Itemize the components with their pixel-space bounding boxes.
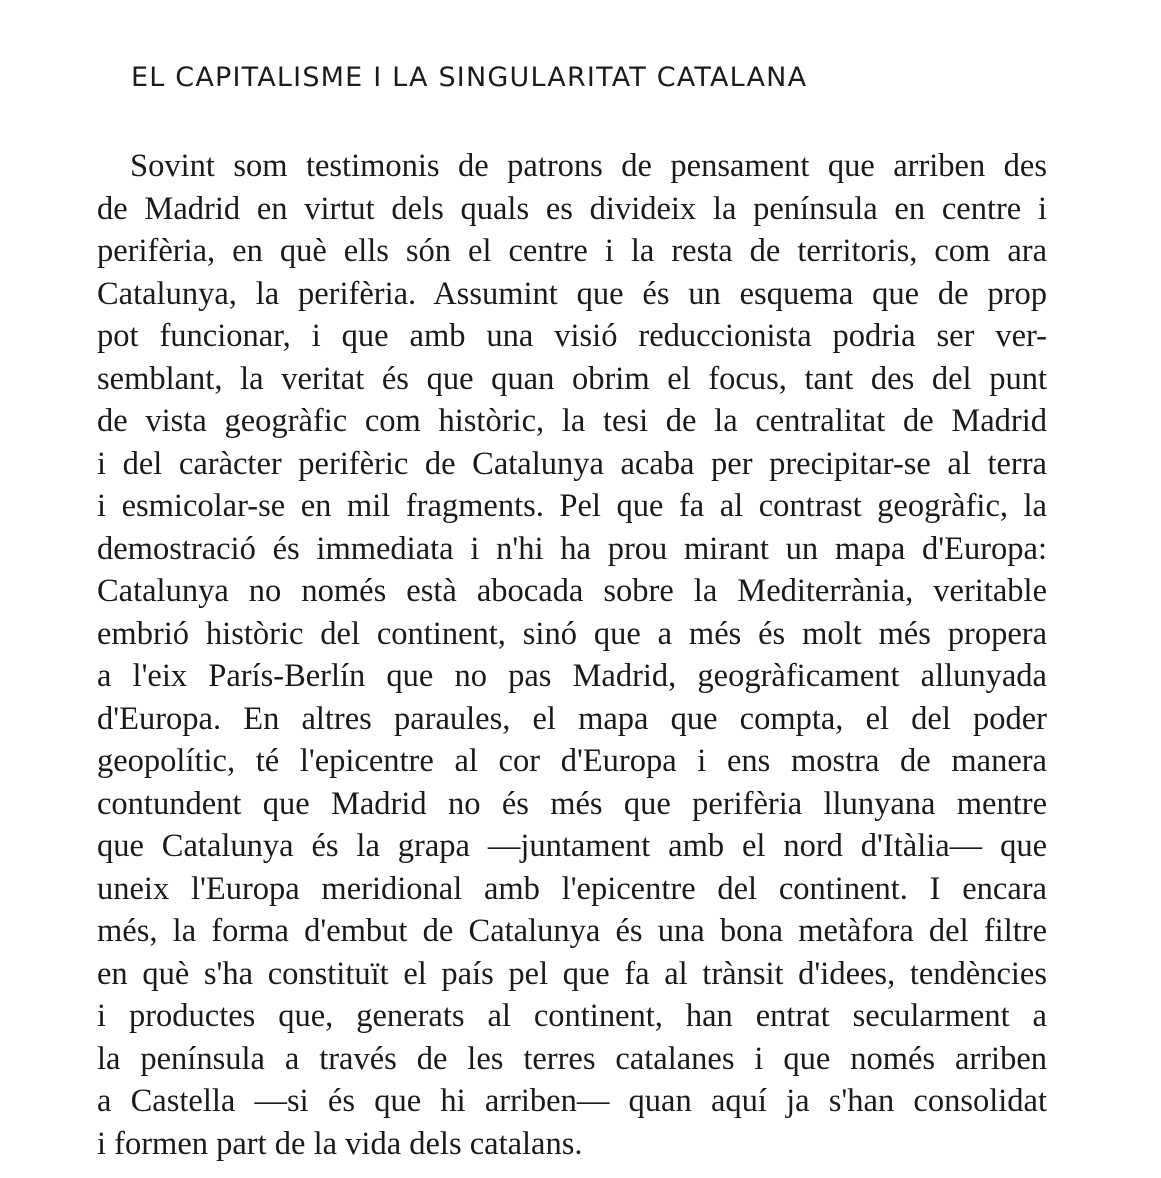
text-line: demostració és immediata i n'hi ha prou mirant un mapa d'Europa: (97, 530, 1047, 567)
text-line: semblant, la veritat és que quan obrim el focus, tant des del punt (97, 360, 1047, 397)
body-paragraph (97, 145, 1047, 1165)
text-line: embrió històric del continent, sinó que a més és molt més propera (97, 615, 1047, 652)
text-line: contundent que Madrid no és més que perifèria llunyana mentre (97, 785, 1047, 822)
text-line: pot funcionar, i que amb una visió reduccionista podria ser ver- (97, 318, 1047, 354)
running-head-title: EL CAPITALISME I LA SINGULARITAT CATALANA (131, 62, 808, 93)
text-line: que Catalunya és la grapa —juntament amb el nord d'Itàlia— que (97, 828, 1047, 864)
text-line: en què s'ha constituït el país pel que fa al trànsit d'idees, tendències (97, 955, 1047, 992)
text-line: i esmicolar-se en mil fragments. Pel que fa al contrast geogràfic, la (97, 488, 1047, 524)
text-line: la península a través de les terres catalanes i que només arriben (97, 1040, 1047, 1077)
text-line: perifèria, en què ells són el centre i la resta de territoris, com ara (97, 233, 1047, 269)
text-line: de vista geogràfic com històric, la tesi de la centralitat de Madrid (97, 403, 1047, 439)
text-line: Catalunya no només està abocada sobre la Mediterrània, veritable (97, 573, 1047, 609)
text-line: geopolític, té l'epicentre al cor d'Europa i ens mostra de manera (97, 743, 1047, 779)
text-line-final: i formen part de la vida dels catalans. (97, 1125, 583, 1162)
text-line: d'Europa. En altres paraules, el mapa que compta, el del poder (97, 700, 1047, 737)
text-line: uneix l'Europa meridional amb l'epicentre del continent. I encara (97, 870, 1047, 907)
text-line: a l'eix París-Berlín que no pas Madrid, geogràficament allunyada (97, 658, 1047, 694)
text-line: Catalunya, la perifèria. Assumint que és un esquema que de prop (97, 275, 1047, 312)
text-line: més, la forma d'embut de Catalunya és una bona metàfora del filtre (97, 913, 1047, 949)
text-line: Sovint som testimonis de patrons de pensament que arriben des (130, 148, 1047, 184)
text-line: i del caràcter perifèric de Catalunya acaba per precipitar-se al terra (97, 445, 1047, 482)
text-line: i productes que, generats al continent, han entrat secularment a (97, 998, 1047, 1034)
text-line: a Castella —si és que hi arriben— quan aquí ja s'han consolidat (97, 1083, 1047, 1119)
text-line: de Madrid en virtut dels quals es divideix la península en centre i (97, 190, 1047, 227)
